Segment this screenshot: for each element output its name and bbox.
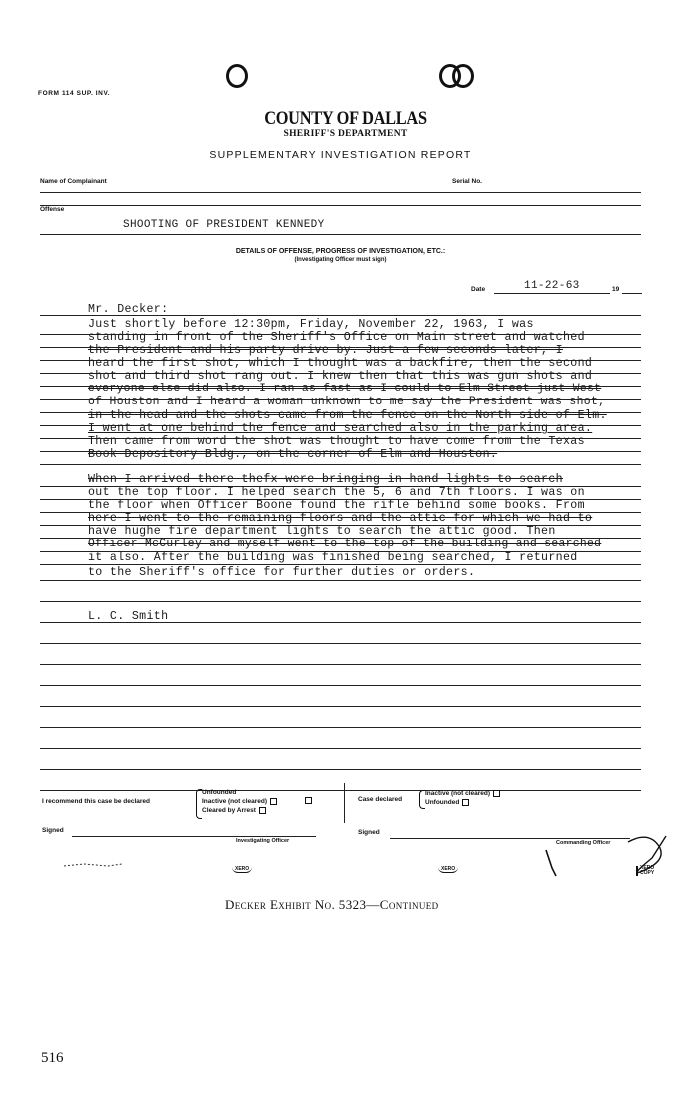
date-value: 11-22-63 (524, 280, 580, 292)
salutation: Mr. Decker: (88, 303, 169, 316)
details-subheading: (Investigating Officer must sign) (294, 257, 387, 263)
case-option-unfounded: Unfounded (425, 799, 469, 806)
signed-label-commanding: Signed (358, 829, 380, 836)
serial-label: Serial No. (452, 178, 482, 185)
body-line: standing in front of the Sheriff's Office on Main street and watched (88, 331, 585, 344)
body-line-struck: When I arrived there thefx were bringing in hand lights to search (88, 473, 563, 486)
body-line-struck: here I went to the remaining floors and the attic for which we had to (88, 512, 593, 525)
body-line: Then came from word the shot was thought to have come from the Texas (88, 435, 585, 448)
body-line: have hughe fire department lights to search the attic good. Then (88, 525, 556, 538)
body-line: it also. After the building was finished being searched, I returned (88, 551, 578, 564)
report-title: SUPPLEMENTARY INVESTIGATION REPORT (209, 149, 472, 161)
officer-signature: L. C. Smith (88, 610, 169, 623)
body-line: out the top floor. I helped search the 5, 6 and 7th floors. I was on (88, 486, 585, 499)
body-line: to the Sheriff's office for further duties or orders. (88, 566, 476, 579)
body-line: Just shortly before 12:30pm, Friday, November 22, 1963, I was (88, 318, 534, 331)
body-line: the floor when Officer Boone found the rifle behind some books. From (88, 499, 585, 512)
body-line-struck: the President and his party drive by. Just a few seconds later, I (88, 344, 563, 357)
offense-value: SHOOTING OF PRESIDENT KENNEDY (123, 219, 325, 231)
case-declared-label: Case declared (358, 796, 403, 803)
form-number: FORM 114 SUP. INV. (38, 90, 111, 97)
option-unfounded: Unfounded (202, 789, 237, 796)
option-inactive: Inactive (not cleared) (202, 798, 277, 805)
date-year-prefix: 19 (612, 286, 620, 293)
body-line-struck: everyone else did also. I ran as fast as I could to Elm Street just West (88, 383, 602, 395)
body-line: I went at one behind the fence and searched also in the parking area. (88, 422, 593, 435)
recommend-label: I recommend this case be declared (42, 798, 151, 805)
case-option-inactive: Inactive (not cleared) (425, 790, 500, 797)
xero-stamp: XERO (232, 866, 252, 873)
body-line-struck: in the head and the shots came from the fence on the North side of Elm. (88, 409, 607, 422)
option-cleared: Cleared by Arrest (202, 807, 266, 814)
county-title: COUNTY OF DALLAS (264, 108, 427, 129)
body-line: heard the first shot, which I thought was a backfire, then the second (88, 357, 593, 370)
body-line: of Houston and I heard a woman unknown to me say the President was shot, (88, 396, 606, 408)
xero-copy-stamp: XERO COPY (636, 866, 660, 876)
commanding-caption: Commanding Officer (556, 840, 611, 846)
details-heading: DETAILS OF OFFENSE, PROGRESS OF INVESTIGATION, ETC.: (235, 248, 446, 255)
exhibit-caption: Decker Exhibit No. 5323—Continued (225, 897, 439, 912)
signed-label-investigating: Signed (42, 827, 64, 834)
body-line-struck: Officer McCurley and myself went to the top of the building and searched (88, 538, 602, 550)
date-label: Date (471, 286, 486, 293)
complainant-label: Name of Complainant (40, 178, 107, 185)
investigating-caption: Investigating Officer (236, 838, 290, 844)
page-number: 516 (41, 1050, 64, 1066)
offense-label: Offense (40, 206, 65, 213)
department-title: SHERIFF'S DEPARTMENT (283, 129, 408, 139)
body-line-struck: Book Depository Bldg., on the corner of Elm and Houston. (88, 448, 498, 461)
xero-stamp: XERO (438, 866, 458, 873)
body-line: shot and third shot rang out. I knew then that this was gun shots and (88, 370, 593, 383)
